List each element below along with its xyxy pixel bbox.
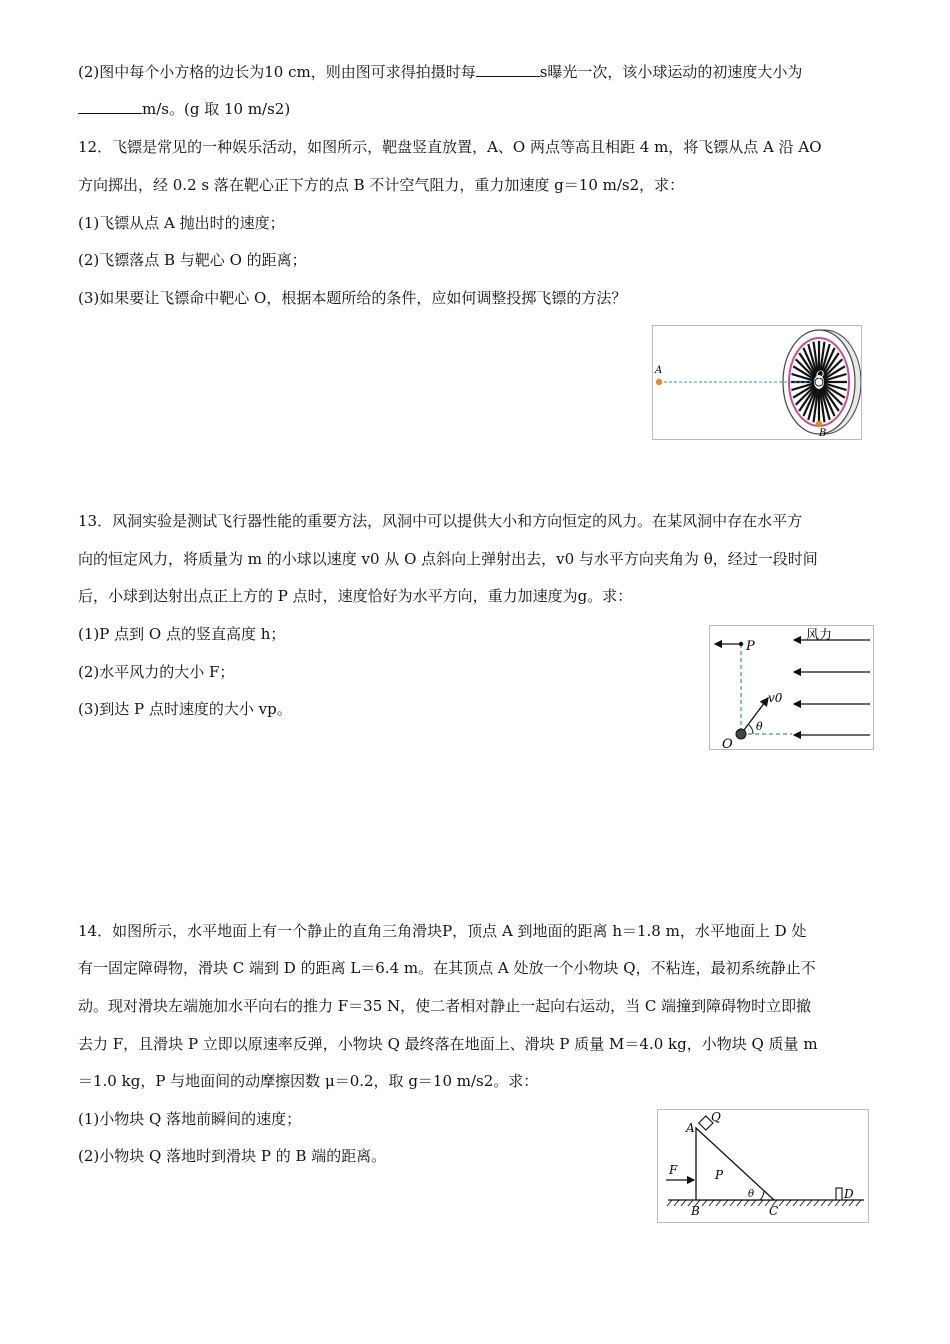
q14-stem-line3: 动。现对滑块左端施加水平向右的推力 F＝35 N，使二者相对静止一起向右运动，当 C 端撞到障碍物时立即撤 <box>78 997 812 1015</box>
q11-text-c: m/s。(g 取 10 m/s2) <box>142 100 291 118</box>
ground-hatch <box>730 1200 735 1206</box>
q12-stem-line2: 方向掷出，经 0.2 s 落在靶心正下方的点 B 不计空气阻力，重力加速度 g＝10 m/s2，求： <box>78 176 685 194</box>
q12-sub1: (1)飞镖从点 A 抛出时的速度； <box>78 214 285 232</box>
q11-part2-line1 <box>78 62 802 82</box>
label-theta: θ <box>756 720 763 733</box>
label-p: P <box>746 639 755 654</box>
point-a-dot <box>656 379 662 385</box>
ball <box>736 729 746 739</box>
q13-stem-line1: 13．风洞实验是测试飞行器性能的重要方法，风洞中可以提供大小和方向恒定的风力。在某风洞中存在水平方 <box>78 512 803 530</box>
ground-hatch <box>744 1200 749 1206</box>
q13-stem-line3: 后，小球到达射出点正上方的 P 点时，速度恰好为水平方向，重力加速度为g。求： <box>78 587 633 605</box>
ground-hatch <box>779 1200 784 1206</box>
slider-figure <box>657 1109 869 1223</box>
wind-tunnel-diagram <box>710 626 873 749</box>
ground-hatch <box>856 1200 861 1206</box>
ground-hatch <box>821 1200 826 1206</box>
ground-hatch <box>800 1200 805 1206</box>
label-p: P <box>715 1168 724 1182</box>
label-f: F <box>669 1163 678 1177</box>
label-d: D <box>844 1187 854 1201</box>
dartboard-diagram <box>653 326 861 439</box>
obstacle-d <box>836 1188 842 1200</box>
q12-sub2: (2)飞镖落点 B 与靶心 O 的距离； <box>78 251 307 269</box>
ground-hatch <box>709 1200 714 1206</box>
slider-diagram <box>658 1110 868 1222</box>
q12-stem-line1: 12．飞镖是常见的一种娱乐活动，如图所示，靶盘竖直放置，A、O 两点等高且相距 4 m，将飞镖从点 A 沿 AO <box>78 138 822 156</box>
point-b-dot <box>816 421 822 427</box>
q14-sub2: (2)小物块 Q 落地时到滑块 P 的 B 端的距离。 <box>78 1147 387 1165</box>
label-q: Q <box>711 1110 721 1124</box>
q14-stem-line2: 有一固定障碍物，滑块 C 端到 D 的距离 L＝6.4 m。在其顶点 A 处放一个小物块 Q，不粘连，最初系统静止不 <box>78 959 816 977</box>
q14-stem-line4: 去力 F，且滑块 P 立即以原速率反弹，小物块 Q 最终落在地面上、滑块 P 质量 M＝4.0 kg，小物块 Q 质量 m <box>78 1035 818 1053</box>
ground-hatch <box>723 1200 728 1206</box>
q14-sub1: (1)小物块 Q 落地前瞬间的速度； <box>78 1110 302 1128</box>
label-a: A <box>655 365 663 376</box>
wind-tunnel-figure <box>709 625 874 750</box>
ground-hatch <box>681 1200 686 1206</box>
point-p <box>739 642 743 646</box>
q11-part2-line2 <box>78 99 290 119</box>
q14-stem-line5: ＝1.0 kg，P 与地面间的动摩擦因数 μ＝0.2，取 g＝10 m/s2。求： <box>78 1072 539 1090</box>
ground-hatch <box>737 1200 742 1206</box>
dartboard-figure <box>652 325 862 440</box>
label-v0: v0 <box>768 691 783 705</box>
label-o: O <box>816 370 825 381</box>
ground-hatch <box>786 1200 791 1206</box>
q12-sub3: (3)如果要让飞镖命中靶心 O，根据本题所给的条件，应如何调整投掷飞镖的方法？ <box>78 289 627 307</box>
q11-text-b: s曝光一次，该小球运动的初速度大小为 <box>539 63 803 81</box>
q13-stem-line2: 向的恒定风力，将质量为 m 的小球以速度 v0 从 O 点斜向上弹射出去，v0 与水平方向夹角为 θ，经过一段时间 <box>78 550 818 568</box>
ground-hatch <box>828 1200 833 1206</box>
q14-stem-line1: 14．如图所示，水平地面上有一个静止的直角三角滑块P，顶点 A 到地面的距离 h＝1.8 m，水平地面上 D 处 <box>78 922 807 940</box>
q11-text-a: (2)图中每个小方格的边长为10 cm，则由图可求得拍摄时每 <box>78 63 476 81</box>
ground-hatch <box>814 1200 819 1206</box>
ground-hatch <box>667 1200 672 1206</box>
answer-blank-1[interactable] <box>476 62 540 77</box>
ground-hatch <box>807 1200 812 1206</box>
ground-hatch <box>702 1200 707 1206</box>
answer-blank-2[interactable] <box>78 99 142 114</box>
q13-sub3: (3)到达 P 点时速度的大小 vp。 <box>78 700 292 718</box>
label-a: A <box>686 1121 695 1135</box>
label-theta: θ <box>748 1189 755 1200</box>
triangle-slider-p <box>696 1128 774 1200</box>
v0-arrow <box>741 698 768 734</box>
ground-hatch <box>835 1200 840 1206</box>
ground-hatch <box>751 1200 756 1206</box>
angle-arc <box>749 725 753 734</box>
q13-sub2: (2)水平风力的大小 F； <box>78 663 235 681</box>
ground-hatch <box>793 1200 798 1206</box>
label-b: B <box>819 428 827 439</box>
ground-hatch <box>674 1200 679 1206</box>
ground-hatch <box>758 1200 763 1206</box>
ground-hatch <box>716 1200 721 1206</box>
label-b: B <box>691 1204 700 1218</box>
label-o: O <box>722 737 733 749</box>
label-c: C <box>769 1204 779 1218</box>
wind-label: 风力 <box>806 628 833 643</box>
q13-sub1: (1)P 点到 O 点的竖直高度 h； <box>78 625 286 643</box>
